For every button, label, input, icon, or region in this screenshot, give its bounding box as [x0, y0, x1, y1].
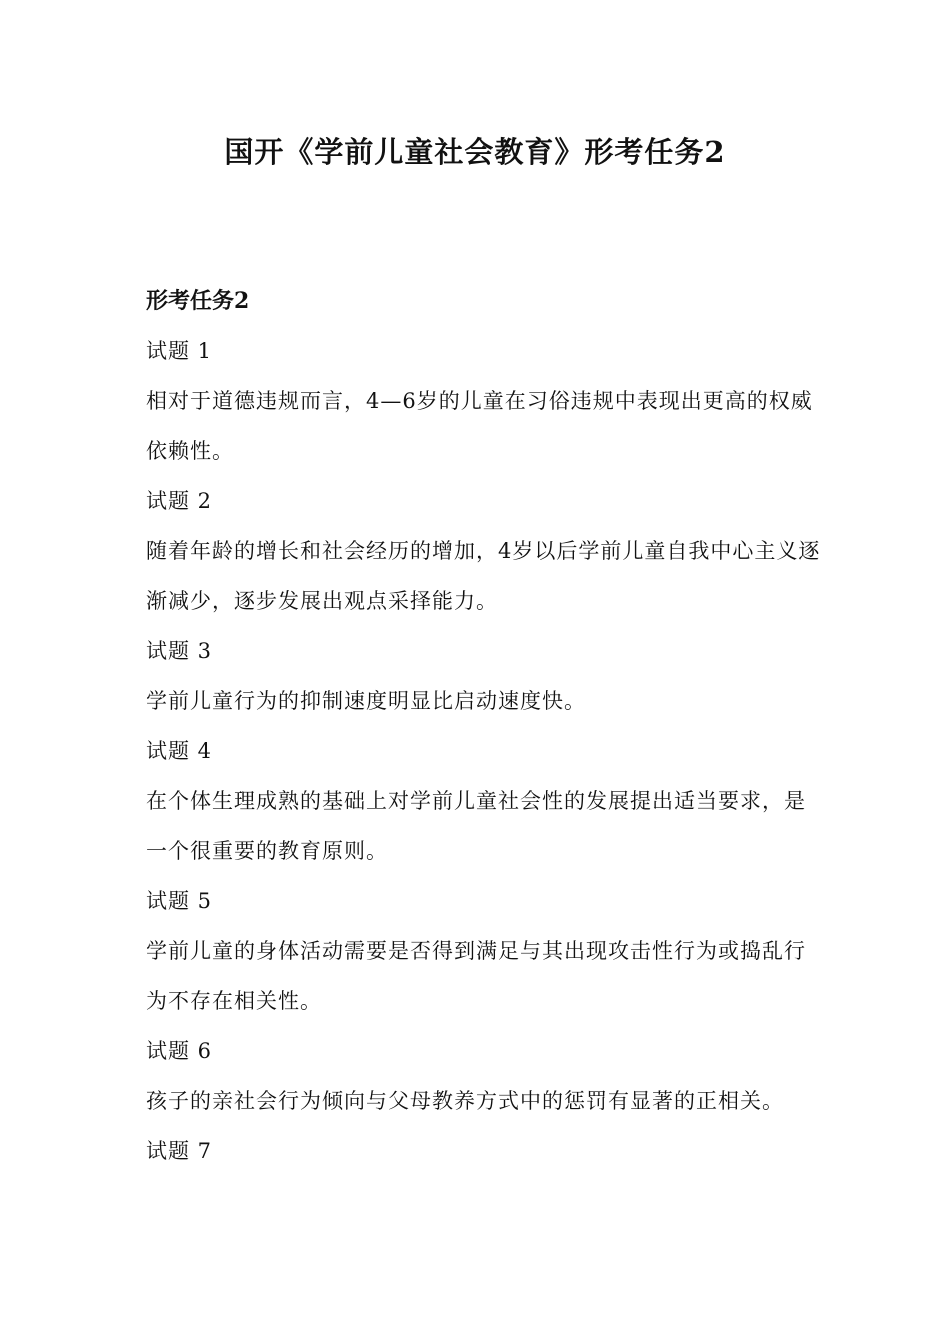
question-item — [146, 726, 826, 876]
question-label: 试题 2 — [146, 489, 213, 513]
question-text: 孩子的亲社会行为倾向与父母教养方式中的惩罚有显著的正相关。 — [146, 1089, 784, 1113]
question-label: 试题 1 — [146, 339, 213, 363]
question-label: 试题 4 — [146, 739, 213, 763]
question-item — [146, 326, 826, 476]
question-text: 学前儿童的身体活动需要是否得到满足与其出现攻击性行为或捣乱行为不存在相关性。 — [146, 939, 806, 1013]
question-label: 试题 3 — [146, 639, 213, 663]
question-label: 试题 5 — [146, 889, 213, 913]
document-title: 国开《学前儿童社会教育》形考任务2 — [224, 135, 726, 169]
question-item — [146, 1026, 826, 1126]
question-label: 试题 7 — [146, 1139, 213, 1163]
question-text: 随着年龄的增长和社会经历的增加，4岁以后学前儿童自我中心主义逐渐减少，逐步发展出观点采择能力。 — [146, 539, 821, 613]
document-content — [146, 276, 826, 1176]
question-item — [146, 626, 826, 726]
question-label: 试题 6 — [146, 1039, 213, 1063]
question-item — [146, 1126, 826, 1176]
section-heading: 形考任务2 — [146, 288, 250, 314]
question-item — [146, 876, 826, 1026]
question-text: 相对于道德违规而言，4—6岁的儿童在习俗违规中表现出更高的权威依赖性。 — [146, 389, 813, 463]
question-item — [146, 476, 826, 626]
question-text: 在个体生理成熟的基础上对学前儿童社会性的发展提出适当要求，是一个很重要的教育原则。 — [146, 789, 806, 863]
question-text: 学前儿童行为的抑制速度明显比启动速度快。 — [146, 689, 586, 713]
